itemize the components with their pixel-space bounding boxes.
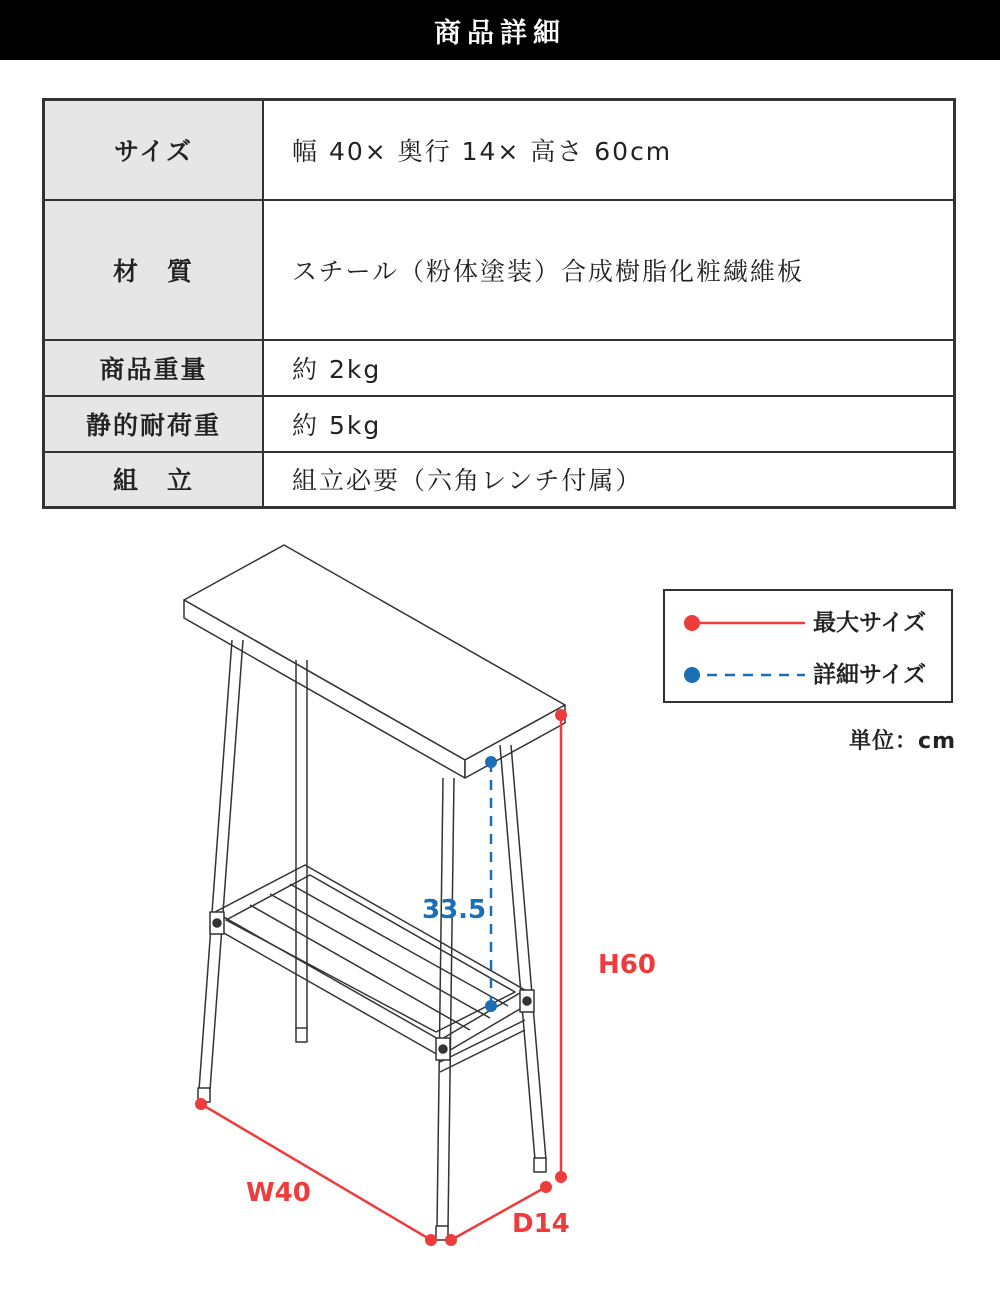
spec-table xyxy=(42,98,956,509)
spec-row-load xyxy=(44,396,955,452)
height-label: H60 xyxy=(598,950,656,980)
height-dimension xyxy=(555,709,656,1183)
header-bar xyxy=(0,0,1000,60)
width-label: W40 xyxy=(246,1178,311,1208)
product-diagram xyxy=(0,520,1000,1309)
page-title: 商品詳細 xyxy=(434,17,566,49)
legend-max-label: 最大サイズ xyxy=(813,610,927,636)
spec-row-assembly xyxy=(44,452,955,508)
shelf-gap-dimension xyxy=(422,756,497,1012)
unit-label: 単位：cm xyxy=(849,729,956,754)
spec-label: 商品重量 xyxy=(44,340,264,396)
spec-row-size xyxy=(44,100,955,200)
spec-label: 静的耐荷重 xyxy=(44,396,264,452)
spec-value: スチール（粉体塗装）合成樹脂化粧繊維板 xyxy=(263,200,955,340)
spec-value: 幅 40× 奥行 14× 高さ 60cm xyxy=(263,100,955,200)
legend-detail-label: 詳細サイズ xyxy=(813,662,927,688)
depth-dimension xyxy=(445,1181,570,1246)
spec-value: 約 5kg xyxy=(263,396,955,452)
spec-label: 組 立 xyxy=(44,452,264,508)
spec-value: 約 2kg xyxy=(263,340,955,396)
spec-label: 材 質 xyxy=(44,200,264,340)
side-table-illustration xyxy=(184,545,565,1240)
width-dimension xyxy=(195,1098,437,1246)
depth-label: D14 xyxy=(512,1209,570,1239)
spec-label: サイズ xyxy=(44,100,264,200)
shelf-gap-label: 33.5 xyxy=(422,895,487,925)
spec-row-weight xyxy=(44,340,955,396)
spec-row-material xyxy=(44,200,955,340)
spec-value: 組立必要（六角レンチ付属） xyxy=(263,452,955,508)
